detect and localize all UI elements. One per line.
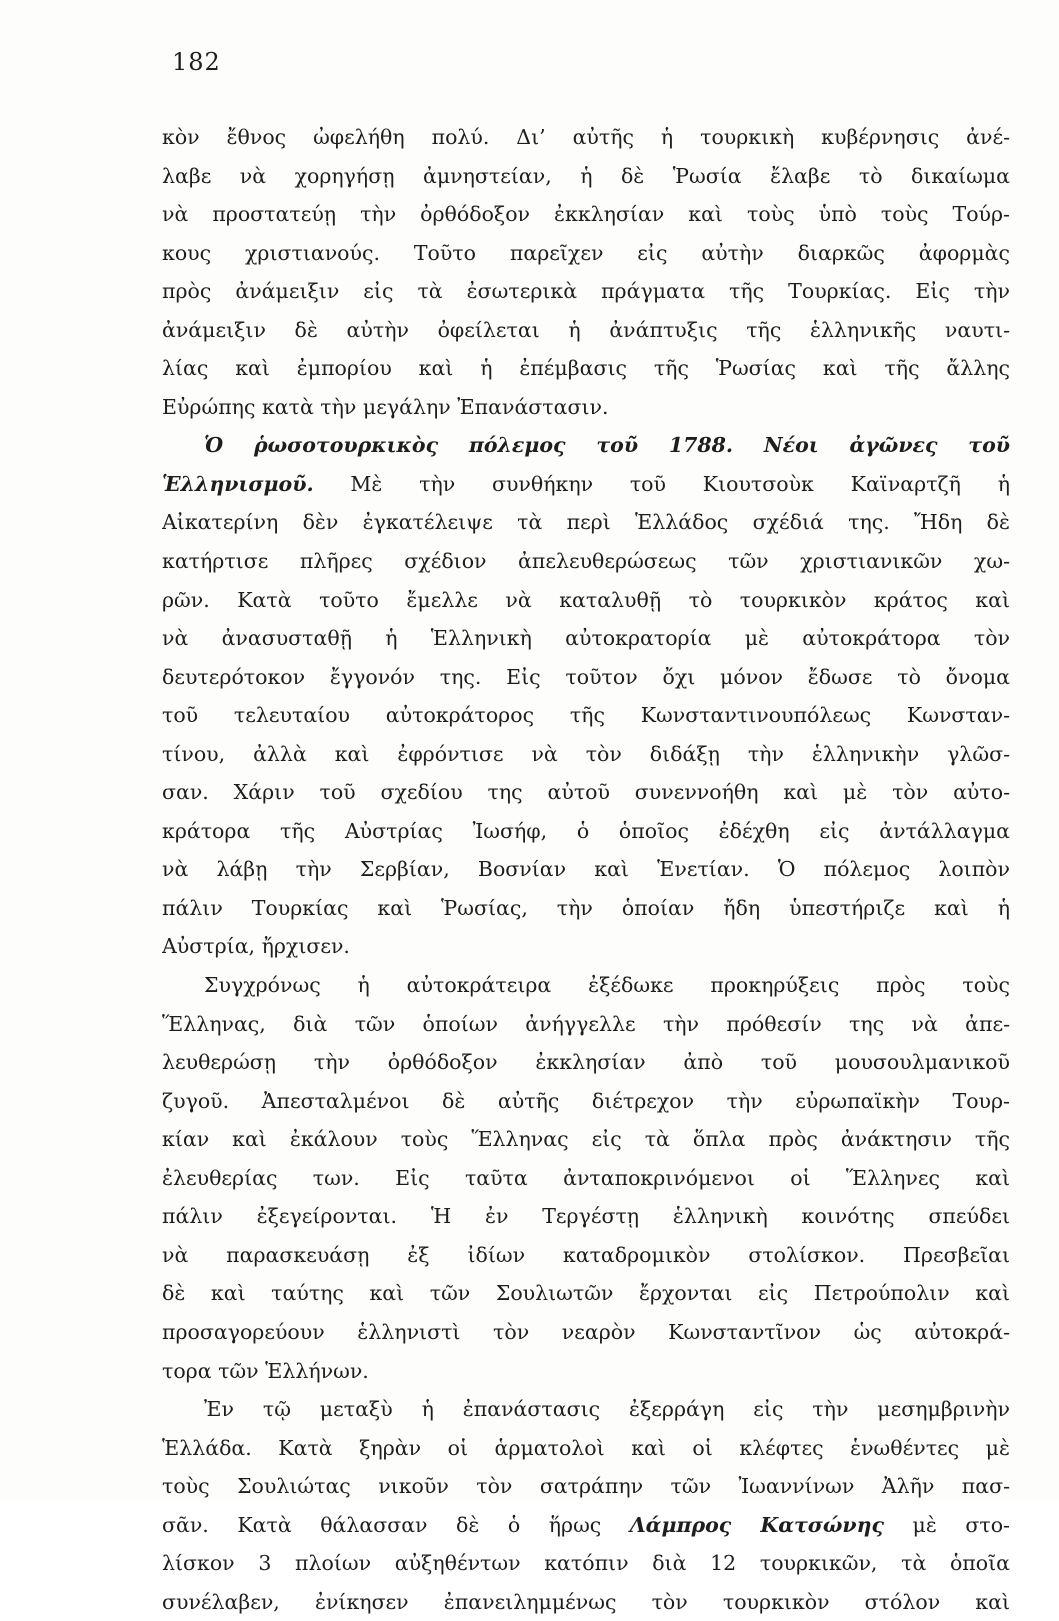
text-line: Ἐν τῷ μεταξὺ ἡ ἐπανάστασις ἐξερράγη εἰς τὴν μεσημβρινὴν: [204, 1397, 1010, 1422]
section-heading: [162, 426, 1010, 465]
text-line: πάλιν ἐξεγείρονται. Ἡ ἐν Τεργέστῃ ἑλληνικὴ κοινότης σπεύδει: [162, 1204, 1010, 1229]
text-line: κατήρτισε πλῆρες σχέδιον ἀπελευθερώσεως τῶν χριστιανικῶν χω-: [162, 549, 1010, 574]
text-line: ζυγοῦ. Ἀπεσταλμένοι δὲ αὐτῆς διέτρεχον τὴν εὐρωπαϊκὴν Τουρ-: [162, 1088, 1010, 1113]
page-number: 182: [172, 48, 221, 76]
text-line: σαν. Χάριν τοῦ σχεδίου της αὐτοῦ συνεννοήθη καὶ μὲ τὸν αὐτο-: [162, 780, 1010, 805]
text-line: λίσκον 3 πλοίων αὐξηθέντων κατόπιν διὰ 12 τουρκικῶν, τὰ ὁποῖα: [162, 1551, 1010, 1576]
text-line: συνέλαβεν, ἐνίκησεν ἐπανειλημμένως τὸν τουρκικὸν στόλον καὶ: [162, 1589, 1010, 1614]
text-line: Ἑλλάδα. Κατὰ ξηρὰν οἱ ἁρματολοὶ καὶ οἱ κλέφτες ἑνωθέντες μὲ: [162, 1435, 1010, 1460]
text-line: Συγχρόνως ἡ αὐτοκράτειρα ἐξέδωκε προκηρύξεις πρὸς τοὺς: [204, 973, 1010, 998]
text-line: κὸν ἔθνος ὠφελήθη πολύ. Δι’ αὐτῆς ἡ τουρκικὴ κυβέρνησις ἀνέ-: [162, 125, 1010, 149]
text-line: Ἕλληνας, διὰ τῶν ὁποίων ἀνήγγελλε τὴν πρόθεσίν της νὰ ἀπε-: [162, 1011, 1010, 1036]
text-line: νὰ λάβῃ τὴν Σερβίαν, Βοσνίαν καὶ Ἑνετίαν. Ὁ πόλεμος λοιπὸν: [162, 857, 1010, 882]
text-line: [162, 1506, 1010, 1545]
text-line: τίνου, ἀλλὰ καὶ ἐφρόντισε νὰ τὸν διδάξῃ τὴν ἑλληνικὴν γλῶσ-: [162, 741, 1010, 766]
text-line: κους χριστιανούς. Τοῦτο παρεῖχεν εἰς αὐτὴν διαρκῶς ἀφορμὰς: [162, 240, 1010, 265]
text-line: [162, 465, 1010, 504]
text-span: μὲ στο-: [884, 1512, 1010, 1537]
text-line: τοῦ τελευταίου αὐτοκράτορος τῆς Κωνσταντινουπόλεως Κωνσταν-: [162, 703, 1010, 728]
text-line: δὲ καὶ ταύτης καὶ τῶν Σουλιωτῶν ἔρχονται εἰς Πετρούπολιν καὶ: [162, 1281, 1010, 1306]
text-line: ἐλευθερίας των. Εἰς ταῦτα ἀνταποκρινόμενοι οἱ Ἕλληνες καὶ: [162, 1165, 1010, 1190]
text-line: λαβε νὰ χορηγήσῃ ἀμνηστείαν, ἡ δὲ Ῥωσία ἔλαβε τὸ δικαίωμα: [162, 163, 1010, 188]
text-line: λευθερώσῃ τὴν ὀρθόδοξον ἐκκλησίαν ἀπὸ τοῦ μουσουλμανικοῦ: [162, 1050, 1010, 1075]
text-line: λίας καὶ ἐμπορίου καὶ ἡ ἐπέμβασις τῆς Ῥωσίας καὶ τῆς ἄλλης: [162, 356, 1010, 381]
text-line: ἀνάμειξιν δὲ αὐτὴν ὀφείλεται ἡ ἀνάπτυξις τῆς ἑλληνικῆς ναυτι-: [162, 317, 1010, 342]
body-text: [162, 118, 1010, 1621]
text-line: Αὐστρία, ἤρχισεν.: [162, 934, 350, 959]
text-line: κίαν καὶ ἐκάλουν τοὺς Ἕλληνας εἰς τὰ ὅπλα πρὸς ἀνάκτησιν τῆς: [162, 1127, 1010, 1152]
text-line: τορα τῶν Ἑλλήνων.: [162, 1358, 369, 1383]
text-line: Εὐρώπης κατὰ τὴν μεγάλην Ἐπανάστασιν.: [162, 394, 609, 419]
text-line: προσαγορεύουν ἑλληνιστὶ τὸν νεαρὸν Κωνσταντῖνον ὡς αὐτοκρά-: [162, 1319, 1010, 1344]
text-line: νὰ ἀνασυσταθῇ ἡ Ἑλληνικὴ αὐτοκρατορία μὲ αὐτοκράτορα τὸν: [162, 626, 1010, 651]
section-heading-title: Ὁ ῥωσοτουρκικὸς πόλεμος τοῦ 1788. Νέοι ἀγῶνες τοῦ: [204, 433, 1010, 458]
text-line: νὰ παρασκευάσῃ ἐξ ἰδίων καταδρομικὸν στολίσκον. Πρεσβεῖαι: [162, 1242, 1010, 1267]
text-line: ρῶν. Κατὰ τοῦτο ἔμελλε νὰ καταλυθῇ τὸ τουρκικὸν κράτος καὶ: [162, 587, 1010, 612]
text-line: τοὺς Σουλιώτας νικοῦν τὸν σατράπην τῶν Ἰωαννίνων Ἀλῆν πασ-: [162, 1474, 1010, 1499]
text-span: Μὲ τὴν συνθήκην τοῦ Κιουτσοὺκ Καϊναρτζῆ ἡ: [313, 471, 1010, 496]
person-name-emphasis: Λάμπρος Κατσώνης: [629, 1512, 885, 1537]
text-span: σᾶν. Κατὰ θάλασσαν δὲ ὁ ἥρως: [162, 1512, 630, 1537]
section-heading-title-end: Ἑλληνισμοῦ.: [162, 471, 314, 496]
text-line: Αἰκατερίνη δὲν ἐγκατέλειψε τὰ περὶ Ἑλλάδος σχέδιά της. Ἤδη δὲ: [162, 510, 1010, 535]
text-line: δευτερότοκον ἔγγονόν της. Εἰς τοῦτον ὄχι μόνον ἔδωσε τὸ ὄνομα: [162, 664, 1010, 689]
text-line: νὰ προστατεύῃ τὴν ὀρθόδοξον ἐκκλησίαν καὶ τοὺς ὑπὸ τοὺς Τούρ-: [162, 202, 1010, 227]
text-line: κράτορα τῆς Αὐστρίας Ἰωσήφ, ὁ ὁποῖος ἐδέχθη εἰς ἀντάλλαγμα: [162, 818, 1010, 843]
text-line: πάλιν Τουρκίας καὶ Ῥωσίας, τὴν ὁποίαν ἤδη ὑπεστήριζε καὶ ἡ: [162, 895, 1010, 920]
text-line: πρὸς ἀνάμειξιν εἰς τὰ ἐσωτερικὰ πράγματα τῆς Τουρκίας. Εἰς τὴν: [162, 279, 1010, 304]
